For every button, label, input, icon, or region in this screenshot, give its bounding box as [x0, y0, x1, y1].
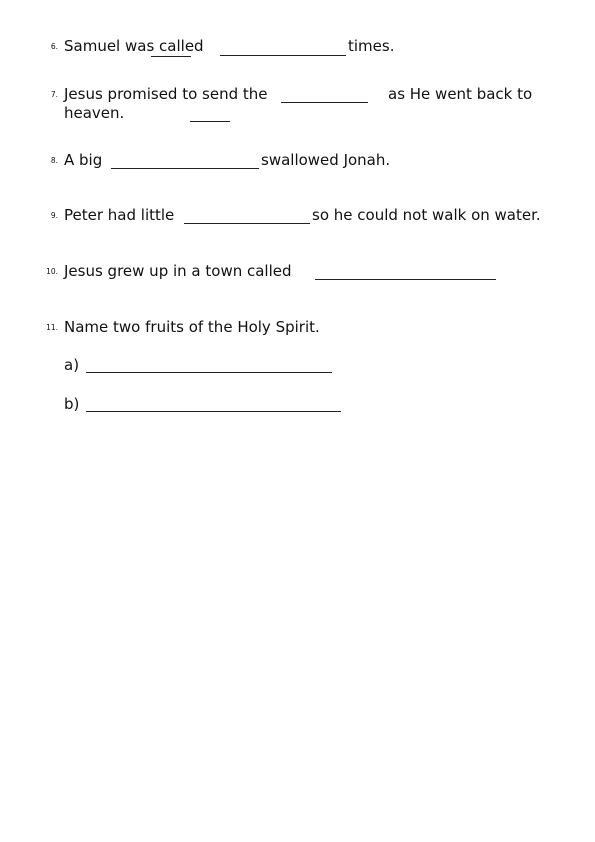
- answer-label-b: b): [64, 395, 80, 413]
- question-text: Peter had little: [64, 206, 175, 224]
- answer-blank-a[interactable]: [86, 372, 332, 373]
- question-number: 8.: [50, 156, 58, 165]
- question-text-after: swallowed Jonah.: [261, 151, 391, 169]
- question-text: Name two fruits of the Holy Spirit.: [64, 318, 320, 336]
- question-text: Jesus promised to send the: [64, 85, 268, 103]
- question-number: 6.: [50, 42, 58, 51]
- question-number: 9.: [50, 211, 58, 220]
- question-text-after: as He went back to: [388, 85, 533, 103]
- answer-blank[interactable]: [220, 55, 346, 56]
- question-text: A big: [64, 151, 103, 169]
- question-text-line2: heaven.: [64, 104, 125, 122]
- answer-blank[interactable]: [281, 102, 368, 103]
- answer-blank[interactable]: [315, 279, 496, 280]
- question-number: 11.: [46, 323, 58, 332]
- question-text: Samuel was called: [64, 37, 204, 55]
- question-text-after: times.: [348, 37, 395, 55]
- question-text: Jesus grew up in a town called: [64, 262, 292, 280]
- question-text-after: so he could not walk on water.: [312, 206, 541, 224]
- answer-blank-b[interactable]: [86, 411, 341, 412]
- answer-blank[interactable]: [184, 223, 310, 224]
- question-number: 7.: [50, 90, 58, 99]
- underline-mark: [151, 56, 191, 57]
- answer-blank-short[interactable]: [190, 121, 230, 122]
- answer-label-a: a): [64, 356, 80, 374]
- question-number: 10.: [46, 267, 58, 276]
- answer-blank[interactable]: [111, 168, 259, 169]
